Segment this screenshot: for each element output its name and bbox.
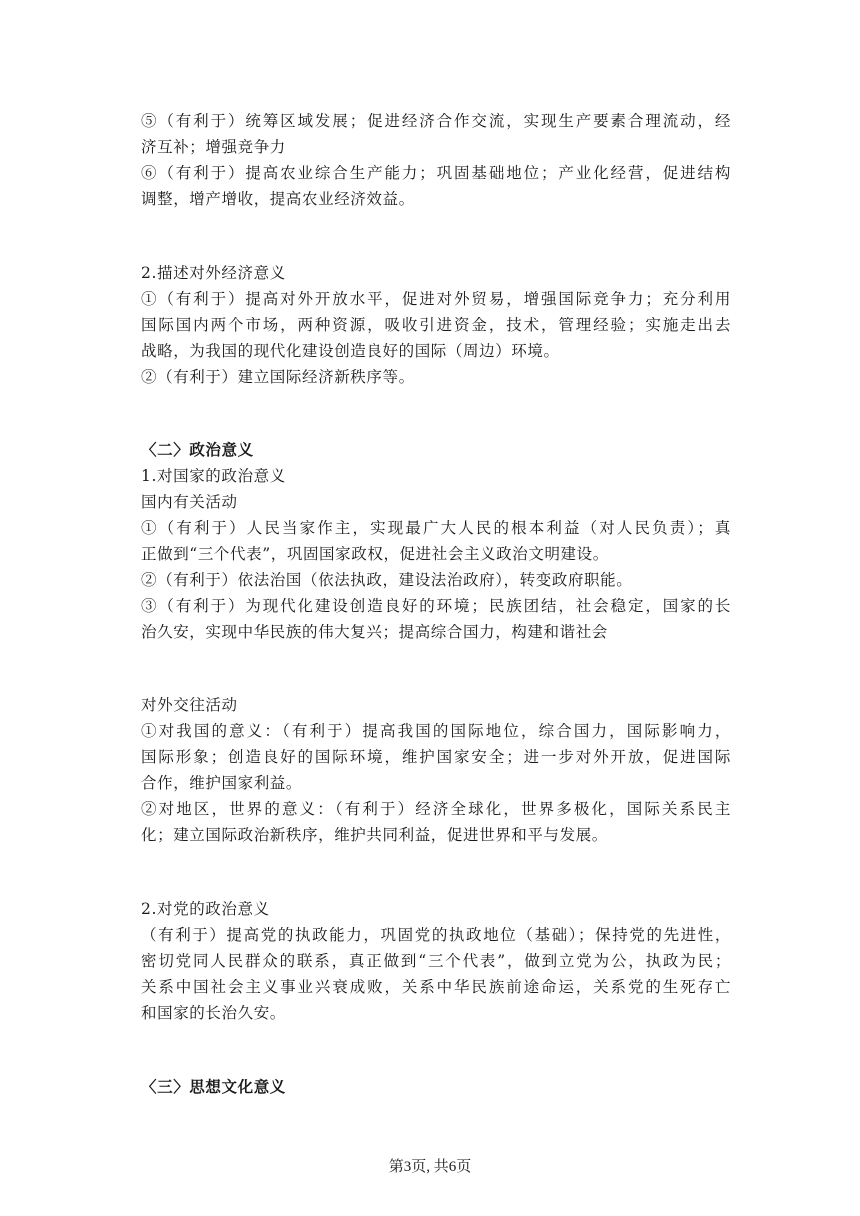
foreign-activities-label: 对外交往活动 — [141, 696, 238, 714]
domestic-item3-line1: ③（有利于）为现代化建设创造良好的环境；民族团结，社会稳定，国家的长 — [141, 597, 731, 615]
item6-line2: 调整，增产增收，提高农业经济效益。 — [141, 190, 415, 208]
foreign-item2-line1: ②对地区，世界的意义：（有利于）经济全球化，世界多极化，国际关系民主 — [141, 800, 731, 818]
domestic-activities-label: 国内有关活动 — [141, 493, 238, 511]
foreign-econ-item1-line2: 国际国内两个市场，两种资源，吸收引进资金，技术，管理经验；实施走出去 — [141, 316, 731, 334]
political-sub2-heading: 2.对党的政治意义 — [141, 900, 270, 918]
foreign-item2-line2: 化；建立国际政治新秩序，维护共同利益，促进世界和平与发展。 — [141, 826, 608, 844]
political-sub1-heading: 1.对国家的政治意义 — [141, 467, 286, 485]
foreign-item1-line2: 国际形象；创造良好的国际环境，维护国家安全；进一步对外开放，促进国际 — [141, 748, 731, 766]
item5-line2: 济互补；增强竞争力 — [141, 138, 286, 156]
foreign-econ-item1-line1: ①（有利于）提高对外开放水平，促进对外贸易，增强国际竞争力；充分利用 — [141, 290, 731, 308]
culture-heading: 〈三〉思想文化意义 — [141, 1077, 286, 1096]
foreign-econ-item1-line3: 战略，为我国的现代化建设创造良好的国际（周边）环境。 — [141, 342, 560, 360]
item6-line1: ⑥（有利于）提高农业综合生产能力；巩固基础地位；产业化经营，促进结构 — [141, 164, 731, 182]
foreign-econ-heading: 2.描述对外经济意义 — [141, 264, 286, 282]
domestic-item1-line1: ①（有利于）人民当家作主，实现最广大人民的根本利益（对人民负责）；真 — [141, 519, 731, 537]
domestic-item3-line2: 治久安，实现中华民族的伟大复兴；提高综合国力，构建和谐社会 — [141, 623, 608, 641]
foreign-econ-item2-line1: ②（有利于）建立国际经济新秩序等。 — [141, 368, 415, 386]
foreign-item1-line1: ①对我国的意义：（有利于）提高我国的国际地位，综合国力，国际影响力， — [141, 722, 731, 740]
domestic-item1-line2: 正做到“三个代表”，巩固国家政权，促进社会主义政治文明建设。 — [141, 545, 609, 563]
party-line2: 密切党同人民群众的联系，真正做到“三个代表”，做到立党为公，执政为民； — [141, 952, 731, 970]
page-number-footer: 第3页, 共6页 — [388, 1159, 472, 1175]
item5-line1: ⑤（有利于）统筹区域发展；促进经济合作交流，实现生产要素合理流动，经 — [141, 112, 731, 130]
party-line4: 和国家的长治久安。 — [141, 1004, 286, 1022]
foreign-item1-line3: 合作，维护国家利益。 — [141, 774, 303, 792]
political-heading: 〈二〉政治意义 — [141, 440, 254, 459]
party-line1: （有利于）提高党的执政能力，巩固党的执政地位（基础）；保持党的先进性， — [141, 926, 731, 944]
domestic-item2-line1: ②（有利于）依法治国（依法执政，建设法治政府），转变政府职能。 — [141, 571, 633, 589]
party-line3: 关系中国社会主义事业兴衰成败，关系中华民族前途命运，关系党的生死存亡 — [141, 978, 731, 996]
